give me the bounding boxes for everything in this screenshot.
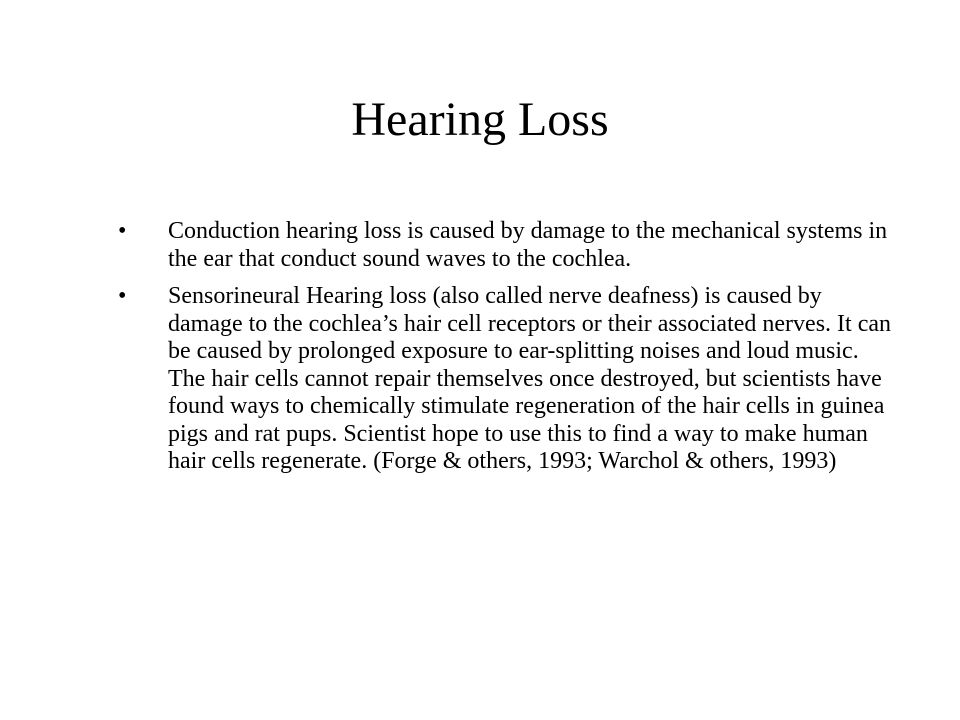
bullet-text: Sensorineural Hearing loss (also called nerve deafness) is caused by damage to the cochlea’s hair cell receptors or their associated nerves. It can be caused by prolonged exposure to ear-splitting noises and loud music. The hair cells cannot repair themselves once destroyed, but scientists have found ways to chemically stimulate regeneration of the hair cells in guinea pigs and rat pups. Scientist hope to use this to find a way to make human hair cells regenerate. (Forge & others, 1993; Warchol & others, 1993) (168, 283, 891, 474)
bullet-marker: • (118, 218, 127, 244)
bullet-marker: • (118, 283, 127, 309)
bullet-list (118, 218, 898, 486)
bullet-item (118, 218, 898, 273)
bullet-item (118, 283, 898, 476)
bullet-text: Conduction hearing loss is caused by damage to the mechanical systems in the ear that conduct sound waves to the cochlea. (168, 218, 888, 272)
slide-title: Hearing Loss (351, 93, 609, 146)
